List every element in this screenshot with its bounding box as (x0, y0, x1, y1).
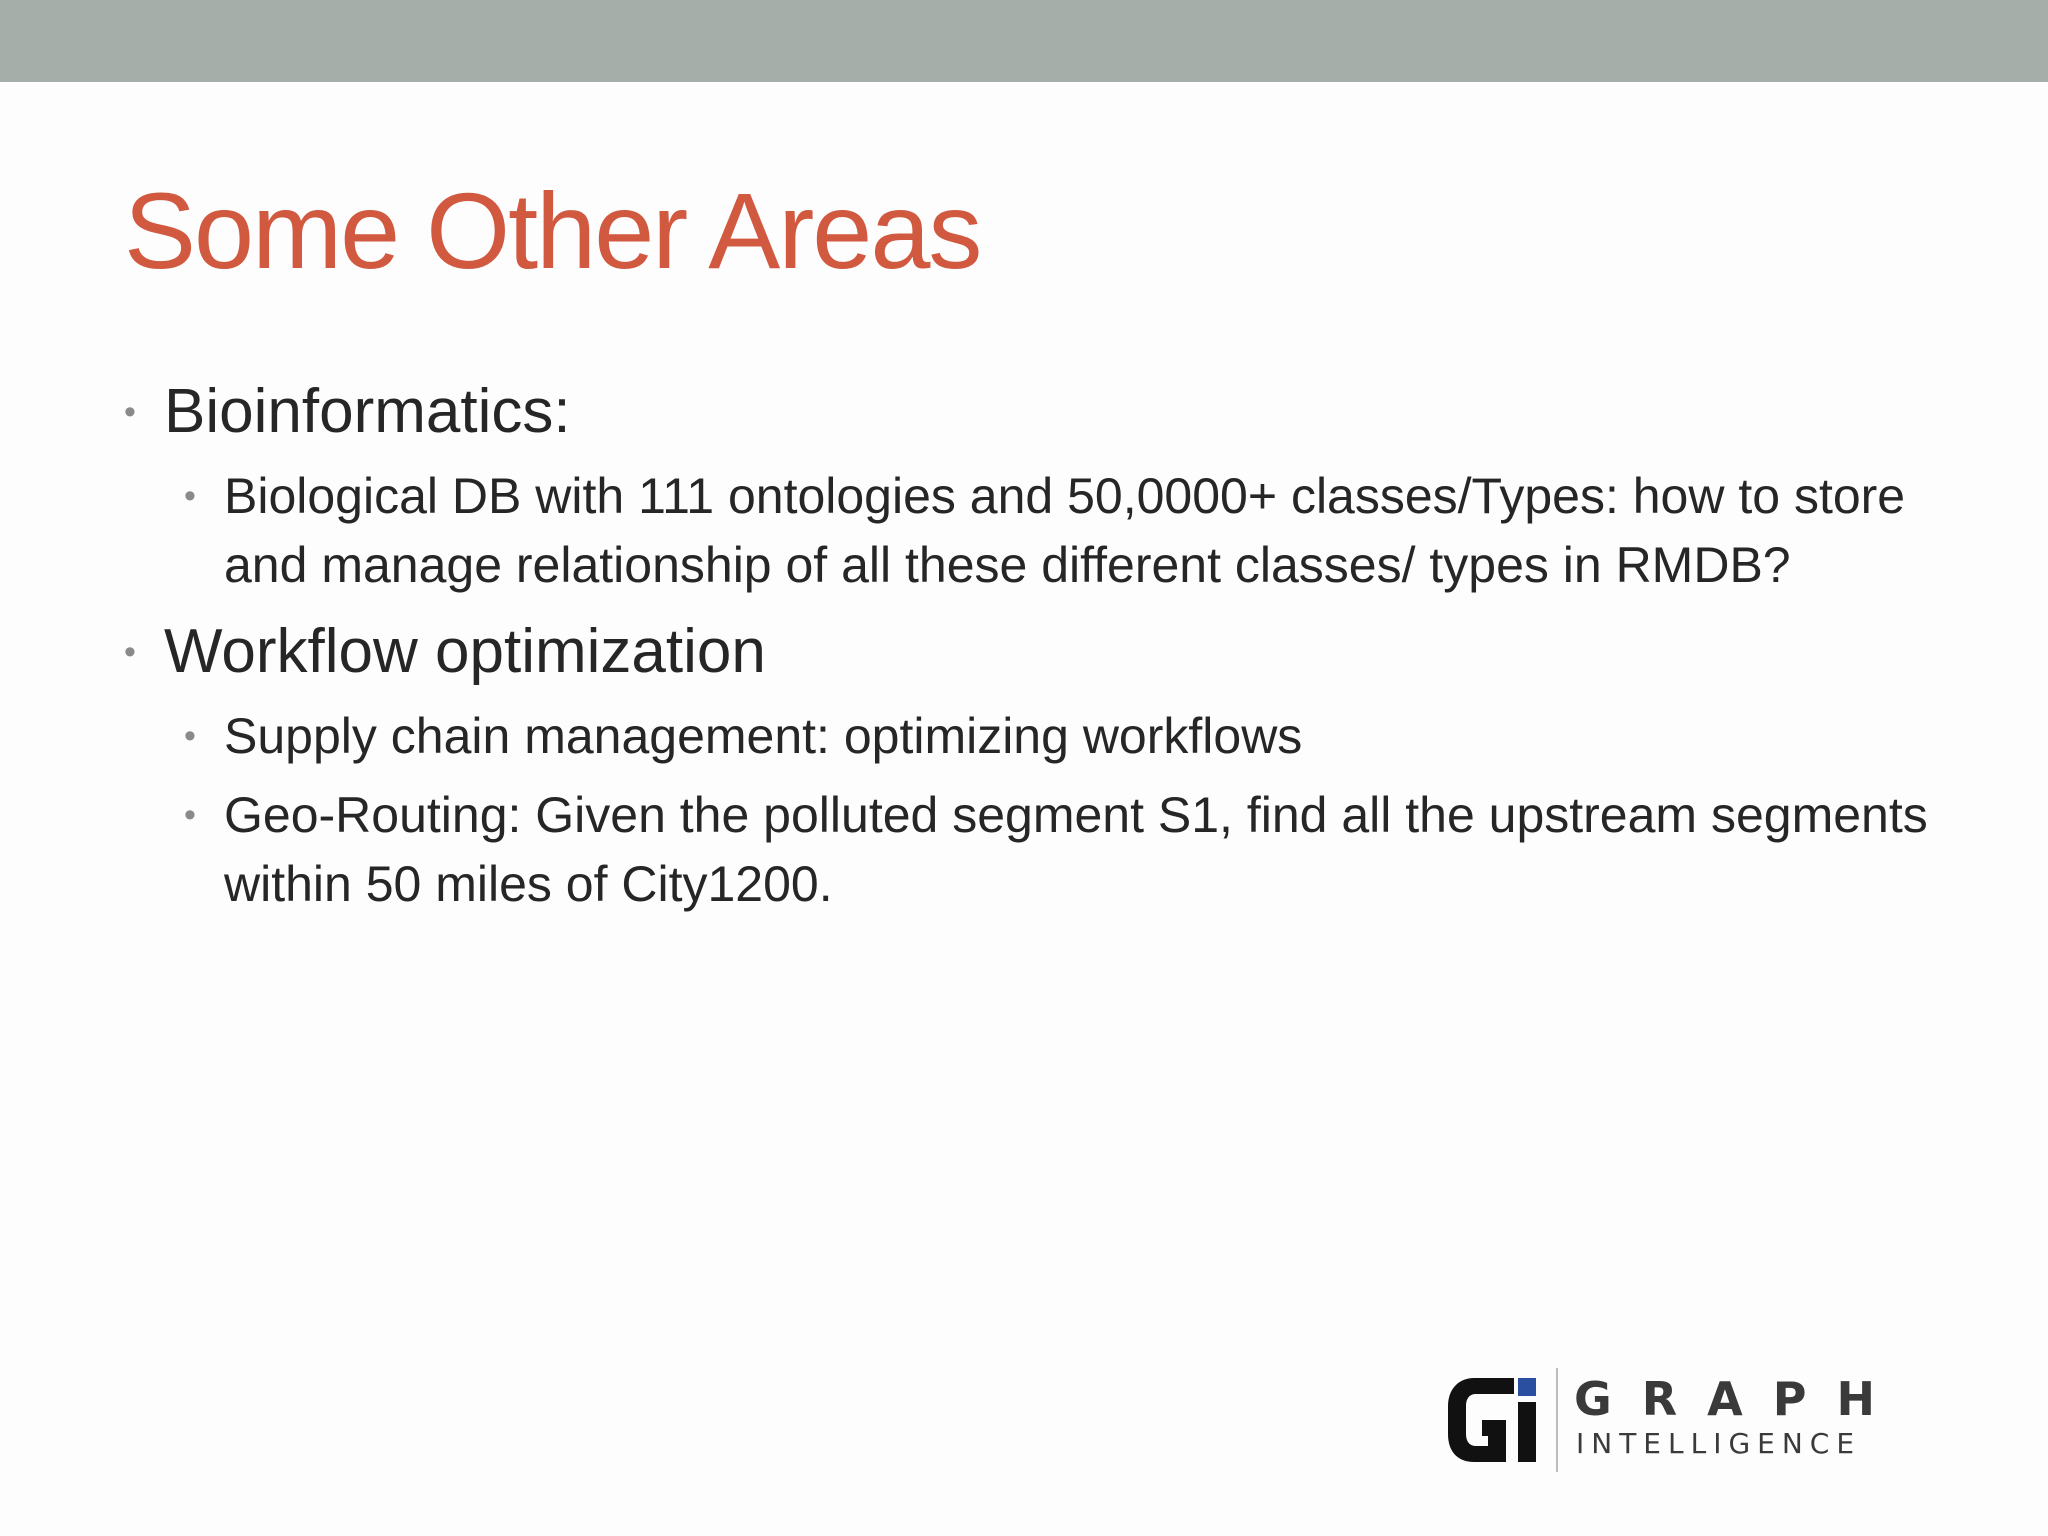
sub-bullet-item (124, 781, 1964, 919)
logo-subtitle: INTELLIGENCE (1576, 1427, 1862, 1460)
company-logo (1444, 1368, 1930, 1472)
bullet-list (124, 372, 1964, 919)
top-bar (0, 0, 2048, 82)
logo-divider (1556, 1368, 1558, 1472)
sub-bullet-item (124, 702, 1964, 771)
bullet-item (124, 372, 1964, 452)
bullet-dot-icon: • (184, 717, 196, 755)
graph-intelligence-logo-icon (1444, 1374, 1540, 1466)
bullet-item (124, 612, 1964, 692)
bullet-text: Workflow optimization (164, 617, 766, 686)
sub-bullet-text: Biological DB with 111 ontologies and 50,0000+ classes/Types: how to store and manage relationship of all these different classes/ types in RMDB? (224, 468, 1906, 593)
bullet-dot-icon: • (124, 393, 136, 431)
bullet-dot-icon: • (184, 796, 196, 834)
sub-bullet-text: Supply chain management: optimizing workflows (224, 708, 1303, 764)
bullet-text: Bioinformatics: (164, 377, 571, 446)
sub-bullet-item (124, 462, 1964, 600)
logo-wordmark: GRAPH (1574, 1372, 1905, 1426)
slide-title: Some Other Areas (124, 170, 981, 291)
bullet-dot-icon: • (124, 633, 136, 671)
sub-bullet-text: Geo-Routing: Given the polluted segment S1, find all the upstream segments within 50 miles of City1200. (224, 787, 1928, 912)
bullet-dot-icon: • (184, 477, 196, 515)
